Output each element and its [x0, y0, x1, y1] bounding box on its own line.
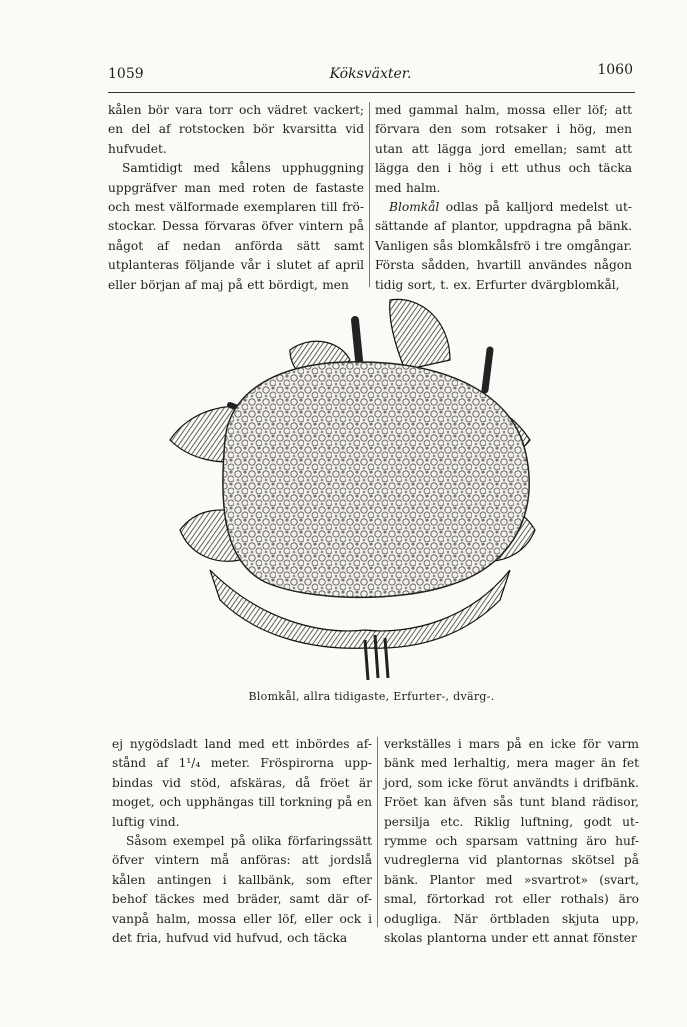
header-rule — [108, 92, 635, 93]
column-divider — [369, 102, 370, 287]
paragraph: Såsom exempel på olika förfaringssätt öfver vintern må anföras: att jordslå kålen antingen i kallbänk, som efter behof täckes med bräder, samt där of-vanpå halm, mossa eller löf, eller ock i det fria, hufvud vid hufvud, och täcka — [112, 834, 372, 946]
page-number-left: 1059 — [108, 66, 144, 82]
section-heading-blomkal: Blomkål — [389, 200, 440, 215]
paragraph: verkställes i mars på en icke för varm bänk med lerhaltig, mera mager än fet jord, som icke förut användts i drifbänk. Fröet kan äfven sås tunt bland rädisor, persilja etc. Riklig luftning, godt ut-rymme och sparsam vattning äro huf-vudreglerna vid plantornas skötsel på bänk. Plantor med »svartrot» (svart, smal, förtorkad rot eller rothals) äro odugliga. När örtbladen skjuta upp, skolas plantorna under ett annat fönster — [384, 737, 639, 946]
running-header — [108, 62, 633, 86]
paragraph: kålen bör vara torr och vädret vackert; en del af rotstocken bör kvarsitta vid hufvudet. — [108, 103, 364, 156]
top-left-column — [108, 101, 364, 295]
page-number-right: 1060 — [597, 62, 633, 78]
top-right-column — [375, 101, 632, 295]
figure-caption: Blomkål, allra tidigaste, Erfurter-, dvärg-. — [248, 690, 495, 703]
paragraph — [375, 198, 632, 295]
bottom-right-column — [384, 735, 639, 948]
column-divider — [377, 737, 378, 927]
paragraph-text: odlas på kalljord medelst ut-sättande af plantor, uppdragna på bänk. Vanligen sås blomkålsfrö i tre omgångar. Första sådden, hvartill användes någon tidig sort, t. ex. Erfurter dvärgblomkål, — [375, 200, 632, 292]
paragraph: ej nygödsladt land med ett inbördes af-stånd af 1¹/₄ meter. Fröspirorna upp-bindas vid stöd, afskäras, då fröet är moget, och upphängas till torkning på en luftig vind. — [112, 737, 372, 829]
bottom-left-column — [112, 735, 372, 948]
cauliflower-engraving — [150, 290, 560, 690]
paragraph: med gammal halm, mossa eller löf; att förvara den som rotsaker i hög, men utan att lägga jord emellan; samt att lägga den i hög i ett uthus och täcka med halm. — [375, 103, 632, 195]
paragraph: Samtidigt med kålens upphuggning uppgräfver man med roten de fastaste och mest välformade exemplaren till frö-stockar. Dessa förvaras öfver vintern på något af nedan anförda sätt samt utplanteras följande vår i slutet af april eller början af maj på ett bördigt, men — [108, 161, 364, 292]
cauliflower-illustration — [150, 290, 560, 690]
running-title: Köksväxter. — [329, 66, 412, 82]
